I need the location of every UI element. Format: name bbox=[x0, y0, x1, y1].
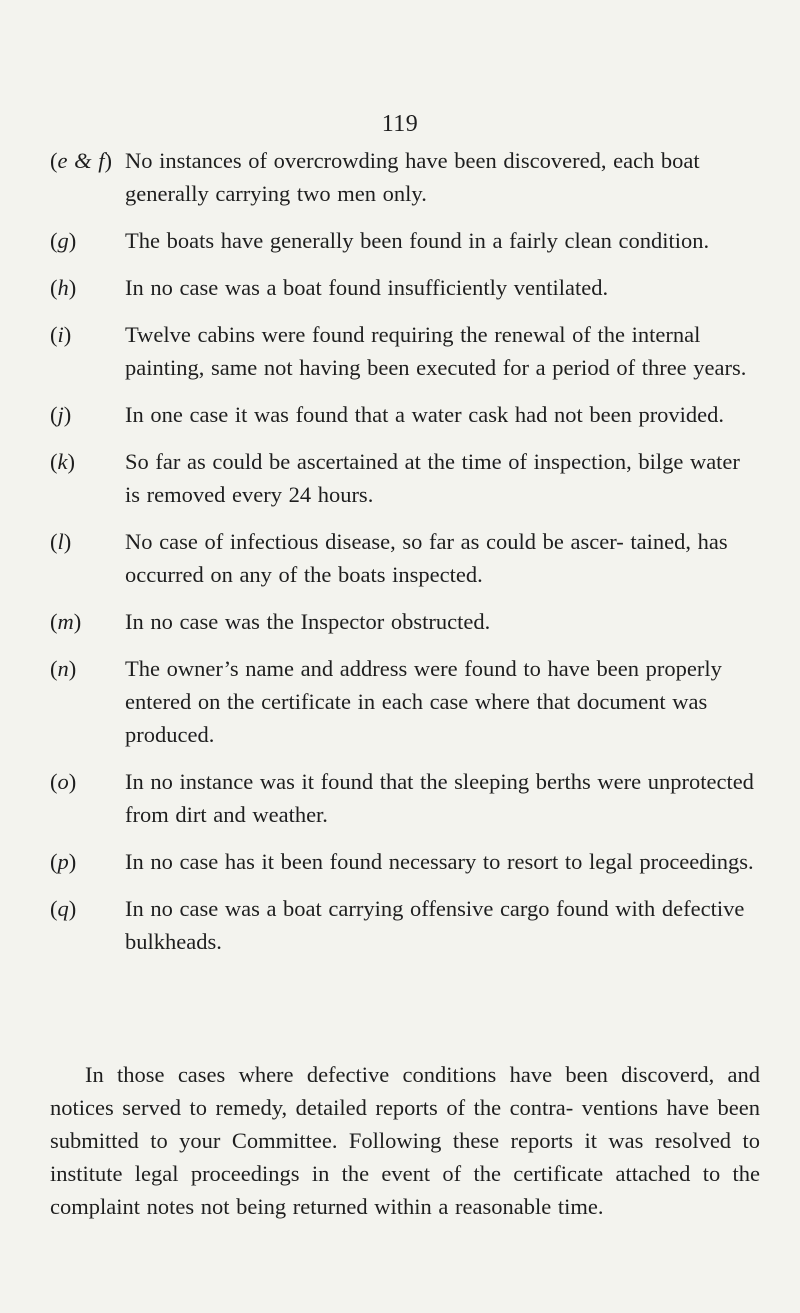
item-label: (j) bbox=[50, 402, 72, 427]
item-label: (l) bbox=[50, 529, 72, 554]
item-text: Twelve cabins were found requiring the renewal of the internal painting, same not having been executed for a period of three years. bbox=[125, 322, 747, 380]
item-letter: o bbox=[57, 769, 69, 794]
item-text: In no case was a boat found insufficiently ventilated. bbox=[125, 275, 609, 300]
item-label: (g) bbox=[50, 228, 77, 253]
item-text: The boats have generally been found in a fairly clean condition. bbox=[125, 228, 710, 253]
item-text: In no instance was it found that the sleeping berths were unprotected from dirt and weather. bbox=[125, 769, 754, 827]
finding-item bbox=[50, 271, 760, 304]
inspection-findings-list bbox=[50, 144, 760, 972]
item-letter: l bbox=[57, 529, 64, 554]
item-label: (h) bbox=[50, 275, 77, 300]
item-letter: h bbox=[57, 275, 69, 300]
item-label: (q) bbox=[50, 896, 77, 921]
finding-item bbox=[50, 652, 760, 751]
item-letter: i bbox=[57, 322, 64, 347]
item-label: (n) bbox=[50, 656, 77, 681]
item-letter: q bbox=[57, 896, 69, 921]
item-letter: k bbox=[57, 449, 68, 474]
item-label: (k) bbox=[50, 449, 75, 474]
item-text: In one case it was found that a water cask had not been provided. bbox=[125, 402, 725, 427]
finding-item bbox=[50, 765, 760, 831]
finding-item bbox=[50, 525, 760, 591]
item-letter: p bbox=[57, 849, 69, 874]
finding-item bbox=[50, 318, 760, 384]
item-label: (p) bbox=[50, 849, 77, 874]
finding-item bbox=[50, 845, 760, 878]
item-letter: g bbox=[57, 228, 69, 253]
item-text: No case of infectious disease, so far as could be ascer- tained, has occurred on any of the boats inspected. bbox=[125, 529, 728, 587]
page-number: 119 bbox=[381, 111, 419, 137]
item-label: (o) bbox=[50, 769, 77, 794]
item-text: No instances of overcrowding have been discovered, each boat generally carrying two men only. bbox=[125, 148, 700, 206]
finding-item bbox=[50, 892, 760, 958]
item-label: (e & f) bbox=[50, 148, 112, 173]
finding-item bbox=[50, 144, 760, 210]
item-letter: m bbox=[57, 609, 74, 634]
item-letter: j bbox=[57, 402, 64, 427]
item-text: So far as could be ascertained at the time of inspection, bilge water is removed every 24 hours. bbox=[125, 449, 740, 507]
item-letter: n bbox=[57, 656, 69, 681]
item-text: In no case has it been found necessary to resort to legal proceedings. bbox=[125, 849, 754, 874]
item-letter: e & f bbox=[57, 148, 105, 173]
closing-paragraph: In those cases where defective conditions have been discoverd, and notices served to remedy, detailed reports of the contra- ventions have been submitted to your Committee. Following these reports it was resolved to institute legal proceedings in the event of the certificate attached to the complaint notes not being returned within a reasonable time. bbox=[50, 1062, 760, 1219]
finding-item bbox=[50, 224, 760, 257]
finding-item bbox=[50, 605, 760, 638]
item-text: In no case was a boat carrying offensive cargo found with defective bulkheads. bbox=[125, 896, 745, 954]
item-label: (m) bbox=[50, 609, 82, 634]
finding-item bbox=[50, 445, 760, 511]
finding-item bbox=[50, 398, 760, 431]
item-text: In no case was the Inspector obstructed. bbox=[125, 609, 491, 634]
item-text: The owner’s name and address were found to have been properly entered on the certificate in each case where that document was produced. bbox=[125, 656, 722, 747]
item-label: (i) bbox=[50, 322, 72, 347]
